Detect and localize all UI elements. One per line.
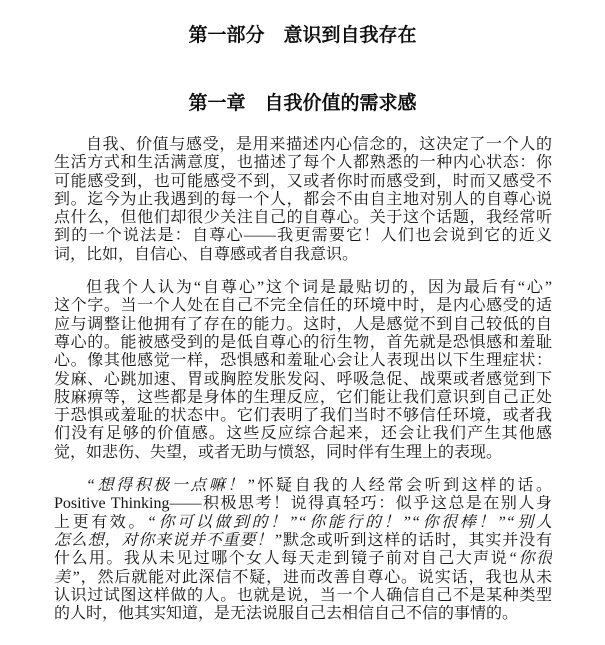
text-segment: 怀疑自我的人经常会听到这样的话。 xyxy=(254,477,552,495)
paragraph xyxy=(54,279,552,462)
text-line: 到。迄今为止我遇到的每一个人，都会不由自主地对别人的自尊心说 xyxy=(54,190,552,208)
text-line xyxy=(54,477,552,495)
paragraph xyxy=(54,477,552,623)
text-segment: 默念或听到这样的话时，其实并没有 xyxy=(282,531,552,549)
part-title: 第一部分 意识到自我存在 xyxy=(188,25,417,46)
text-line: 应与调整让他拥有了存在的能力。这时，人是感觉不到自己较低的自 xyxy=(54,315,552,333)
text-line: 认识过试图这样做的人。也就是说，当一个人确信自己不是某种类型 xyxy=(54,586,552,604)
text-segment: 上更有效。 xyxy=(54,513,148,531)
text-line: 心。像其他感觉一样，恐惧感和羞耻心会让人表现出以下生理症状： xyxy=(54,352,552,370)
text-line: 但我个人认为“自尊心”这个词是最贴切的，因为最后有“心” xyxy=(86,279,552,297)
text-line xyxy=(54,550,552,568)
text-line: 生活方式和生活满意度，也描述了每个人都熟悉的一种内心状态：你 xyxy=(54,154,552,172)
text-line xyxy=(54,569,552,587)
emphasized-text: 美” xyxy=(54,568,80,586)
text-line: 自我、价值与感受，是用来描述内心信念的，这决定了一个人的 xyxy=(86,136,552,153)
chapter-title: 第一章 自我价值的需求感 xyxy=(188,93,417,114)
text-line: Positive Thinking——积极思考！说得真轻巧：似乎这总是在别人身 xyxy=(54,495,552,513)
text-segment: ，然后就能对此深信不疑，进而改善自尊心。说实话，我也从未 xyxy=(79,568,552,586)
text-line xyxy=(54,532,552,550)
text-line: 的人时，他其实知道，是无法说服自己去相信自己不信的事情的。 xyxy=(54,605,519,623)
text-line: 尊心的。能被感受到的是低自尊心的衍生物，首先就是恐惧感和羞耻 xyxy=(54,333,552,351)
text-line: 于恐惧或羞耻的状态中。它们表明了我们当时不够信任环境，或者我 xyxy=(54,407,552,425)
text-line xyxy=(54,514,552,532)
text-line: 发麻、心跳加速、胃或胸腔发胀发闷、呼吸急促、战栗或者感觉到下 xyxy=(54,370,552,388)
text-segment: 什么用。我从未见过哪个女人每天走到镜子前对自己大声说 xyxy=(54,550,509,568)
text-line: 点什么，但他们却很少关注自己的自尊心。关于这个话题，我经常听 xyxy=(54,209,552,227)
emphasized-text: 怎么想，对你来说并不重要！” xyxy=(54,531,283,549)
text-line: 到的一个说法是：自尊心——我更需要它！人们也会说到它的近义 xyxy=(54,227,552,245)
text-line: 肢麻痹等，这些都是身体的生理反应，它们能让我们意识到自己正处 xyxy=(54,388,552,406)
document-body xyxy=(54,136,552,623)
emphasized-text: “你可以做到的！”“你能行的！”“你很棒！”“别人 xyxy=(147,513,552,531)
text-line: 可能感受到，也可能感受不到，又或者你时而感受到，时而又感受不 xyxy=(54,172,552,190)
emphasized-text: “你很 xyxy=(508,550,552,568)
text-line: 们没有足够的价值感。这些反应综合起来，还会让我们产生其他感 xyxy=(54,425,552,443)
text-line: 觉，如悲伤、失望，或者无助与愤怒，同时伴有生理上的表现。 xyxy=(54,443,503,461)
text-line: 词，比如，自信心、自尊感或者自我意识。 xyxy=(54,245,359,263)
text-line: 这个字。当一个人处在自己不完全信任的环境中时，是内心感受的适 xyxy=(54,297,552,315)
paragraph xyxy=(54,136,552,264)
emphasized-text: “想得积极一点嘛！” xyxy=(86,477,255,495)
